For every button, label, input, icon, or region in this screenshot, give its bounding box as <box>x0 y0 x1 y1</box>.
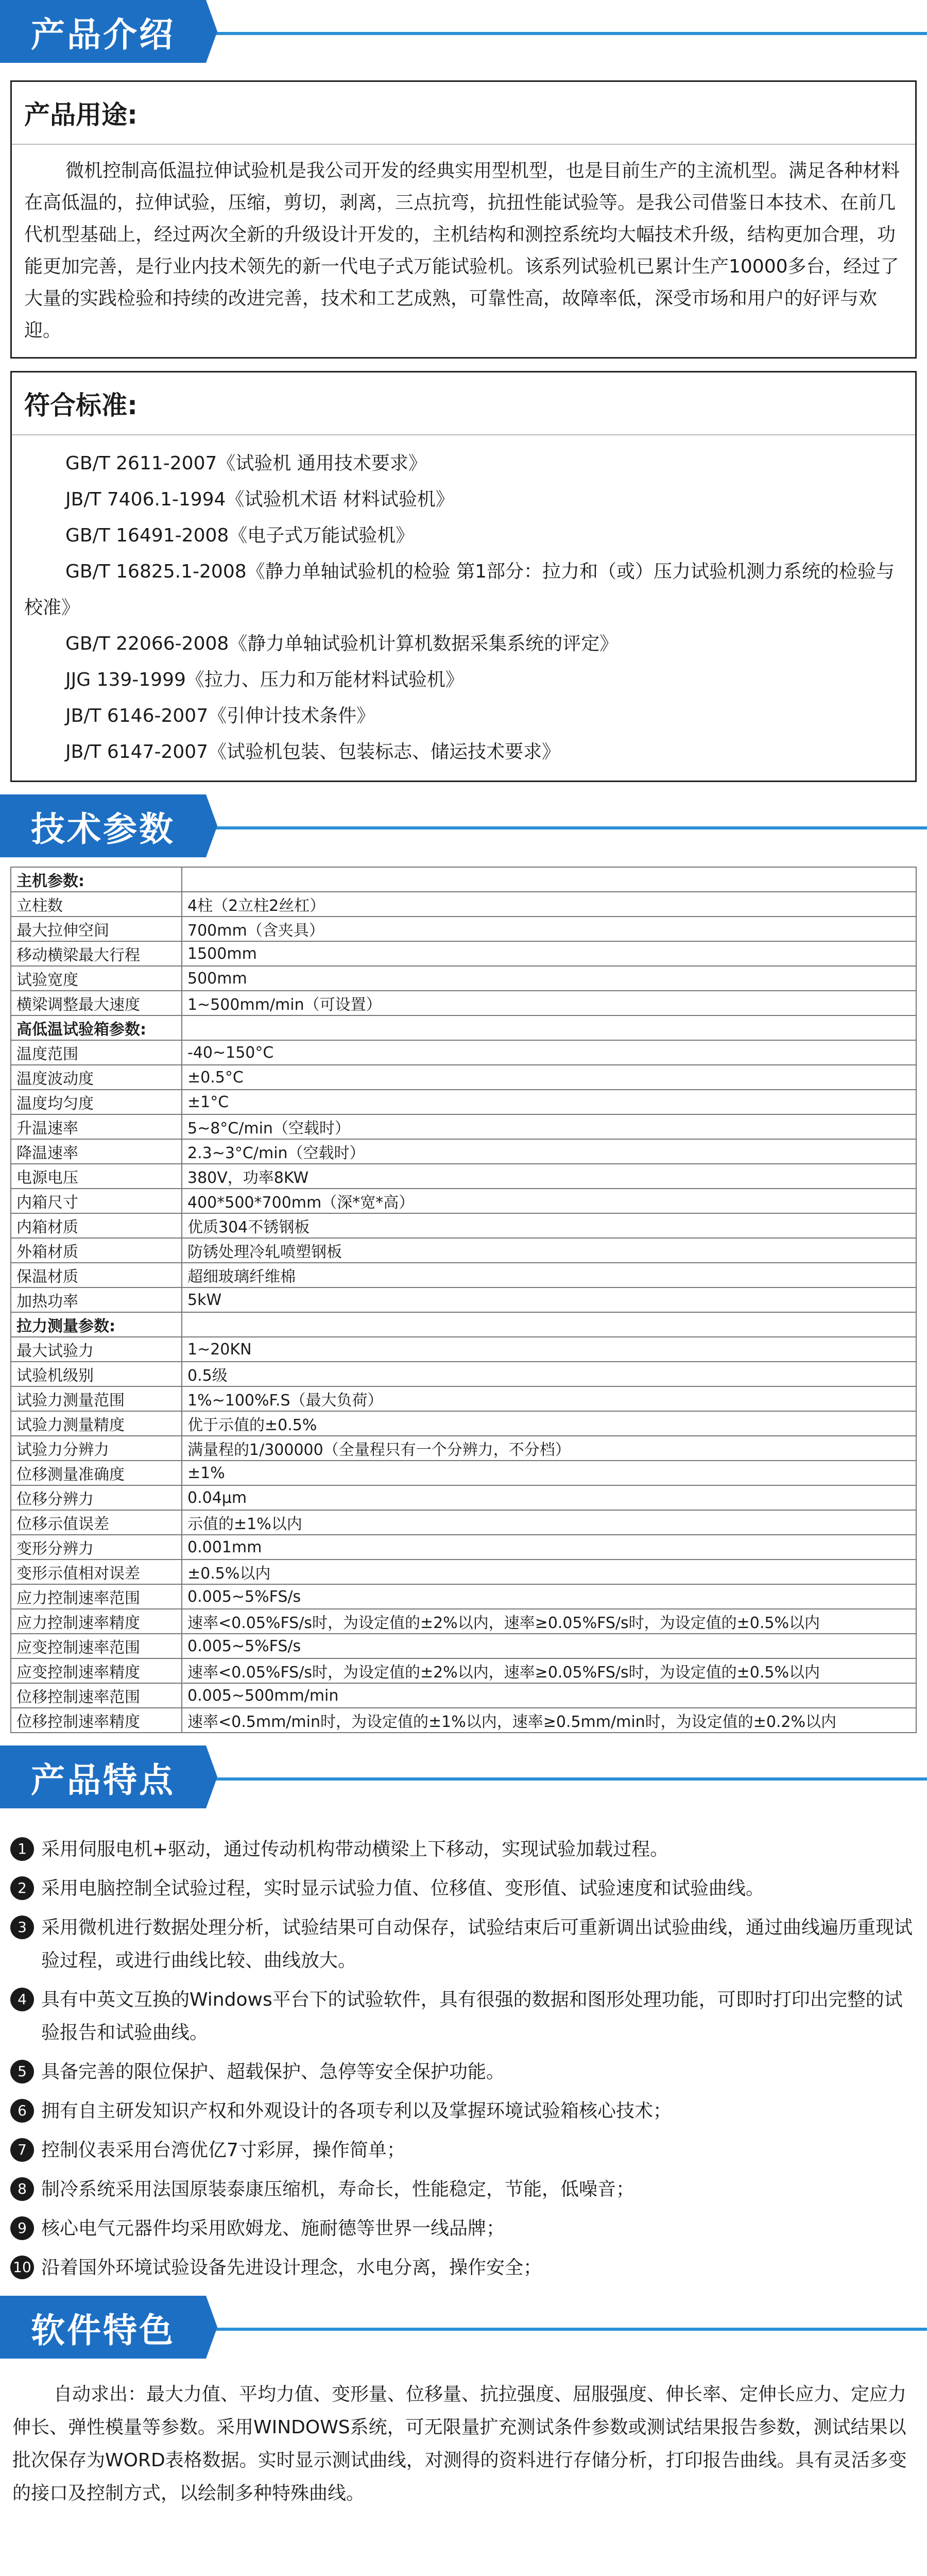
feature-item <box>10 1984 917 2049</box>
feature-text: 具备完善的限位保护、超载保护、急停等安全保护功能。 <box>41 2061 505 2082</box>
spec-row <box>11 1065 916 1090</box>
spec-row <box>11 1461 916 1485</box>
feature-number-badge: 4 <box>10 1988 34 2011</box>
spec-row <box>11 941 916 966</box>
spec-key: 位移控制速率范围 <box>11 1683 182 1708</box>
spec-row <box>11 1634 916 1658</box>
feature-text: 沿着国外环境试验设备先进设计理念，水电分离，操作安全； <box>41 2257 542 2278</box>
spec-value: 1500mm <box>182 941 916 966</box>
spec-key: 移动横梁最大行程 <box>11 941 182 966</box>
spec-key: 降温速率 <box>11 1139 182 1164</box>
spec-key: 升温速率 <box>11 1114 182 1139</box>
feature-item <box>10 2173 917 2206</box>
spec-row <box>11 991 916 1015</box>
feature-number-badge: 9 <box>10 2216 34 2240</box>
spec-row <box>11 1040 916 1065</box>
spec-key: 试验宽度 <box>11 966 182 991</box>
feature-text: 采用电脑控制全试验过程，实时显示试验力值、位移值、变形值、试验速度和试验曲线。 <box>41 1878 765 1899</box>
feature-text: 采用微机进行数据处理分析，试验结果可自动保存，试验结束后可重新调出试验曲线，通过曲线遍历重现试验过程，或进行曲线比较、曲线放大。 <box>41 1917 913 1971</box>
usage-body <box>12 145 915 357</box>
spec-row <box>11 966 916 991</box>
spec-value: 优质304不锈钢板 <box>182 1213 916 1238</box>
feature-number-badge: 10 <box>10 2256 34 2279</box>
spec-key: 位移测量准确度 <box>11 1461 182 1485</box>
spec-table <box>10 867 917 1733</box>
feature-item <box>10 2095 917 2128</box>
spec-key: 应变控制速率精度 <box>11 1658 182 1683</box>
spec-value: 5kW <box>182 1287 916 1312</box>
spec-value: 500mm <box>182 966 916 991</box>
spec-row <box>11 1114 916 1139</box>
feature-text: 采用伺服电机+驱动，通过传动机构带动横梁上下移动，实现试验加载过程。 <box>41 1839 669 1860</box>
spec-row <box>11 1015 916 1040</box>
standard-item: JB/T 6146-2007《引伸计技术条件》 <box>65 705 375 726</box>
spec-row <box>11 1164 916 1189</box>
feature-item <box>10 1872 917 1905</box>
feature-text: 拥有自主研发知识产权和外观设计的各项专利以及掌握环境试验箱核心技术； <box>41 2100 672 2122</box>
spec-key: 温度波动度 <box>11 1065 182 1090</box>
spec-row <box>11 1584 916 1609</box>
spec-key: 变形分辨力 <box>11 1535 182 1560</box>
section-header-features <box>0 1745 927 1818</box>
feature-item <box>10 2212 917 2245</box>
spec-value: 满量程的1/300000（全量程只有一个分辨力，不分档） <box>182 1436 916 1461</box>
spec-key: 应力控制速率范围 <box>11 1584 182 1609</box>
section-header-software <box>0 2296 927 2368</box>
spec-value <box>182 867 916 892</box>
spec-value: 0.005~5%FS/s <box>182 1634 916 1658</box>
spec-key: 内箱尺寸 <box>11 1189 182 1213</box>
spec-row <box>11 1238 916 1263</box>
spec-row <box>11 1287 916 1312</box>
spec-key: 位移示值误差 <box>11 1510 182 1535</box>
spec-value: 700mm（含夹具） <box>182 917 916 941</box>
spec-row <box>11 867 916 892</box>
feature-number-badge: 7 <box>10 2138 34 2162</box>
standards-title: 符合标准: <box>12 372 915 435</box>
spec-key: 加热功率 <box>11 1287 182 1312</box>
standard-item: GB/T 16491-2008《电子式万能试验机》 <box>65 525 415 546</box>
spec-key: 高低温试验箱参数: <box>11 1015 182 1040</box>
spec-key: 应力控制速率精度 <box>11 1609 182 1634</box>
feature-number-badge: 6 <box>10 2099 34 2123</box>
usage-title: 产品用途: <box>12 82 915 145</box>
section-title: 产品介绍 <box>0 0 206 63</box>
standard-item: JJG 139-1999《拉力、压力和万能材料试验机》 <box>65 669 464 690</box>
spec-value: ±0.5°C <box>182 1065 916 1090</box>
spec-row <box>11 1560 916 1584</box>
spec-row <box>11 1510 916 1535</box>
spec-row <box>11 917 916 941</box>
feature-item <box>10 2056 917 2089</box>
spec-row <box>11 1312 916 1337</box>
feature-item <box>10 2134 917 2167</box>
spec-value: 5~8°C/min（空载时） <box>182 1114 916 1139</box>
spec-row <box>11 1362 916 1386</box>
spec-value: ±0.5%以内 <box>182 1560 916 1584</box>
spec-row <box>11 1189 916 1213</box>
spec-value <box>182 1312 916 1337</box>
section-title: 技术参数 <box>0 794 206 857</box>
spec-row <box>11 1411 916 1436</box>
spec-value: 0.005~500mm/min <box>182 1683 916 1708</box>
spec-row <box>11 892 916 917</box>
usage-box <box>10 80 917 359</box>
spec-value: 速率<0.05%FS/s时，为设定值的±2%以内，速率≥0.05%FS/s时，为设定值的±0.5%以内 <box>182 1609 916 1634</box>
spec-row <box>11 1708 916 1733</box>
spec-key: 温度范围 <box>11 1040 182 1065</box>
spec-value: ±1°C <box>182 1090 916 1114</box>
spec-value: 4柱（2立柱2丝杠） <box>182 892 916 917</box>
feature-item <box>10 2251 917 2284</box>
standard-item: JB/T 6147-2007《试验机包装、包装标志、储运技术要求》 <box>65 741 561 762</box>
spec-row <box>11 1609 916 1634</box>
spec-key: 立柱数 <box>11 892 182 917</box>
spec-key: 试验机级别 <box>11 1362 182 1386</box>
standard-item: GB/T 2611-2007《试验机 通用技术要求》 <box>65 453 427 474</box>
spec-value <box>182 1015 916 1040</box>
spec-row <box>11 1263 916 1287</box>
spec-key: 变形示值相对误差 <box>11 1560 182 1584</box>
spec-row <box>11 1090 916 1114</box>
spec-row <box>11 1535 916 1560</box>
spec-value: 0.005~5%FS/s <box>182 1584 916 1609</box>
spec-value: 0.001mm <box>182 1535 916 1560</box>
spec-key: 试验力测量精度 <box>11 1411 182 1436</box>
feature-number-badge: 1 <box>10 1837 34 1861</box>
spec-key: 拉力测量参数: <box>11 1312 182 1337</box>
spec-value: 2.3~3°C/min（空载时） <box>182 1139 916 1164</box>
spec-value: 速率<0.05%FS/s时，为设定值的±2%以内，速率≥0.05%FS/s时，为设定值的±0.5%以内 <box>182 1658 916 1683</box>
section-header-intro <box>0 0 927 72</box>
feature-list <box>0 1818 927 2296</box>
standards-box <box>10 371 917 782</box>
spec-key: 最大拉伸空间 <box>11 917 182 941</box>
spec-key: 电源电压 <box>11 1164 182 1189</box>
spec-key: 最大试验力 <box>11 1337 182 1362</box>
spec-value: 示值的±1%以内 <box>182 1510 916 1535</box>
feature-text: 具有中英文互换的Windows平台下的试验软件，具有很强的数据和图形处理功能，可即时打印出完整的试验报告和试验曲线。 <box>41 1989 903 2043</box>
software-description <box>0 2368 927 2520</box>
feature-text: 控制仪表采用台湾优亿7寸彩屏，操作简单； <box>41 2140 405 2161</box>
spec-row <box>11 1658 916 1683</box>
section-header-tech <box>0 794 927 867</box>
spec-key: 保温材质 <box>11 1263 182 1287</box>
section-title: 产品特点 <box>0 1745 206 1808</box>
spec-value: -40~150°C <box>182 1040 916 1065</box>
spec-value: 防锈处理冷轧喷塑钢板 <box>182 1238 916 1263</box>
spec-value: 1~500mm/min（可设置） <box>182 991 916 1015</box>
standard-item: GB/T 16825.1-2008《静力单轴试验机的检验 第1部分：拉力和（或）压力试验机测力系统的检验与校准》 <box>24 561 895 618</box>
feature-item <box>10 1833 917 1866</box>
spec-key: 位移分辨力 <box>11 1485 182 1510</box>
spec-key: 外箱材质 <box>11 1238 182 1263</box>
spec-key: 内箱材质 <box>11 1213 182 1238</box>
feature-item <box>10 1911 917 1977</box>
feature-number-badge: 5 <box>10 2060 34 2083</box>
spec-row <box>11 1213 916 1238</box>
spec-value: 0.5级 <box>182 1362 916 1386</box>
feature-text: 核心电气元器件均采用欧姆龙、施耐德等世界一线品牌； <box>41 2218 505 2239</box>
spec-key: 试验力测量范围 <box>11 1386 182 1411</box>
standard-item: JB/T 7406.1-1994《试验机术语 材料试验机》 <box>65 489 454 510</box>
standard-item: GB/T 22066-2008《静力单轴试验机计算机数据采集系统的评定》 <box>65 633 619 654</box>
spec-value: 1~20KN <box>182 1337 916 1362</box>
spec-value: 优于示值的±0.5% <box>182 1411 916 1436</box>
spec-key: 位移控制速率精度 <box>11 1708 182 1733</box>
spec-value: 380V，功率8KW <box>182 1164 916 1189</box>
software-text: 自动求出：最大力值、平均力值、变形量、位移量、抗拉强度、屈服强度、伸长率、定伸长应力、定应力伸长、弹性模量等参数。采用WINDOWS系统，可无限量扩充测试条件参数或测试结果报告参数，测试结果以批次保存为WORD表格数据。实时显示测试曲线，对测得的资料进行存储分析，打印报告曲线。具有灵活多变的接口及控制方式，以绘制多种特殊曲线。 <box>12 2384 907 2504</box>
feature-number-badge: 2 <box>10 1876 34 1900</box>
spec-value: 速率<0.5mm/min时，为设定值的±1%以内，速率≥0.5mm/min时，为设定值的±0.2%以内 <box>182 1708 916 1733</box>
spec-key: 主机参数: <box>11 867 182 892</box>
spec-value: ±1% <box>182 1461 916 1485</box>
feature-number-badge: 3 <box>10 1916 34 1939</box>
spec-row <box>11 1386 916 1411</box>
spec-key: 横梁调整最大速度 <box>11 991 182 1015</box>
spec-key: 温度均匀度 <box>11 1090 182 1114</box>
spec-value: 0.04μm <box>182 1485 916 1510</box>
spec-key: 应变控制速率范围 <box>11 1634 182 1658</box>
spec-row <box>11 1139 916 1164</box>
feature-number-badge: 8 <box>10 2177 34 2201</box>
usage-text: 微机控制高低温拉伸试验机是我公司开发的经典实用型机型，也是目前生产的主流机型。满足各种材料在高低温的，拉伸试验，压缩，剪切，剥离，三点抗弯，抗扭性能试验等。是我公司借鉴日本技术、在前几代机型基础上，经过两次全新的升级设计开发的，主机结构和测控系统均大幅技术升级，结构更加合理，功能更加完善，是行业内技术领先的新一代电子式万能试验机。该系列试验机已累计生产10000多台，经过了大量的实践检验和持续的改进完善，技术和工艺成熟，可靠性高，故障率低，深受市场和用户的好评与欢迎。 <box>24 160 900 341</box>
standards-body <box>12 435 915 781</box>
spec-row <box>11 1683 916 1708</box>
spec-row <box>11 1337 916 1362</box>
spec-row <box>11 1436 916 1461</box>
spec-value: 400*500*700mm（深*宽*高） <box>182 1189 916 1213</box>
feature-text: 制冷系统采用法国原装泰康压缩机，寿命长，性能稳定，节能，低噪音； <box>41 2179 635 2200</box>
spec-value: 超细玻璃纤维棉 <box>182 1263 916 1287</box>
spec-value: 1%~100%F.S（最大负荷） <box>182 1386 916 1411</box>
spec-row <box>11 1485 916 1510</box>
spec-key: 试验力分辨力 <box>11 1436 182 1461</box>
section-title: 软件特色 <box>0 2296 206 2359</box>
